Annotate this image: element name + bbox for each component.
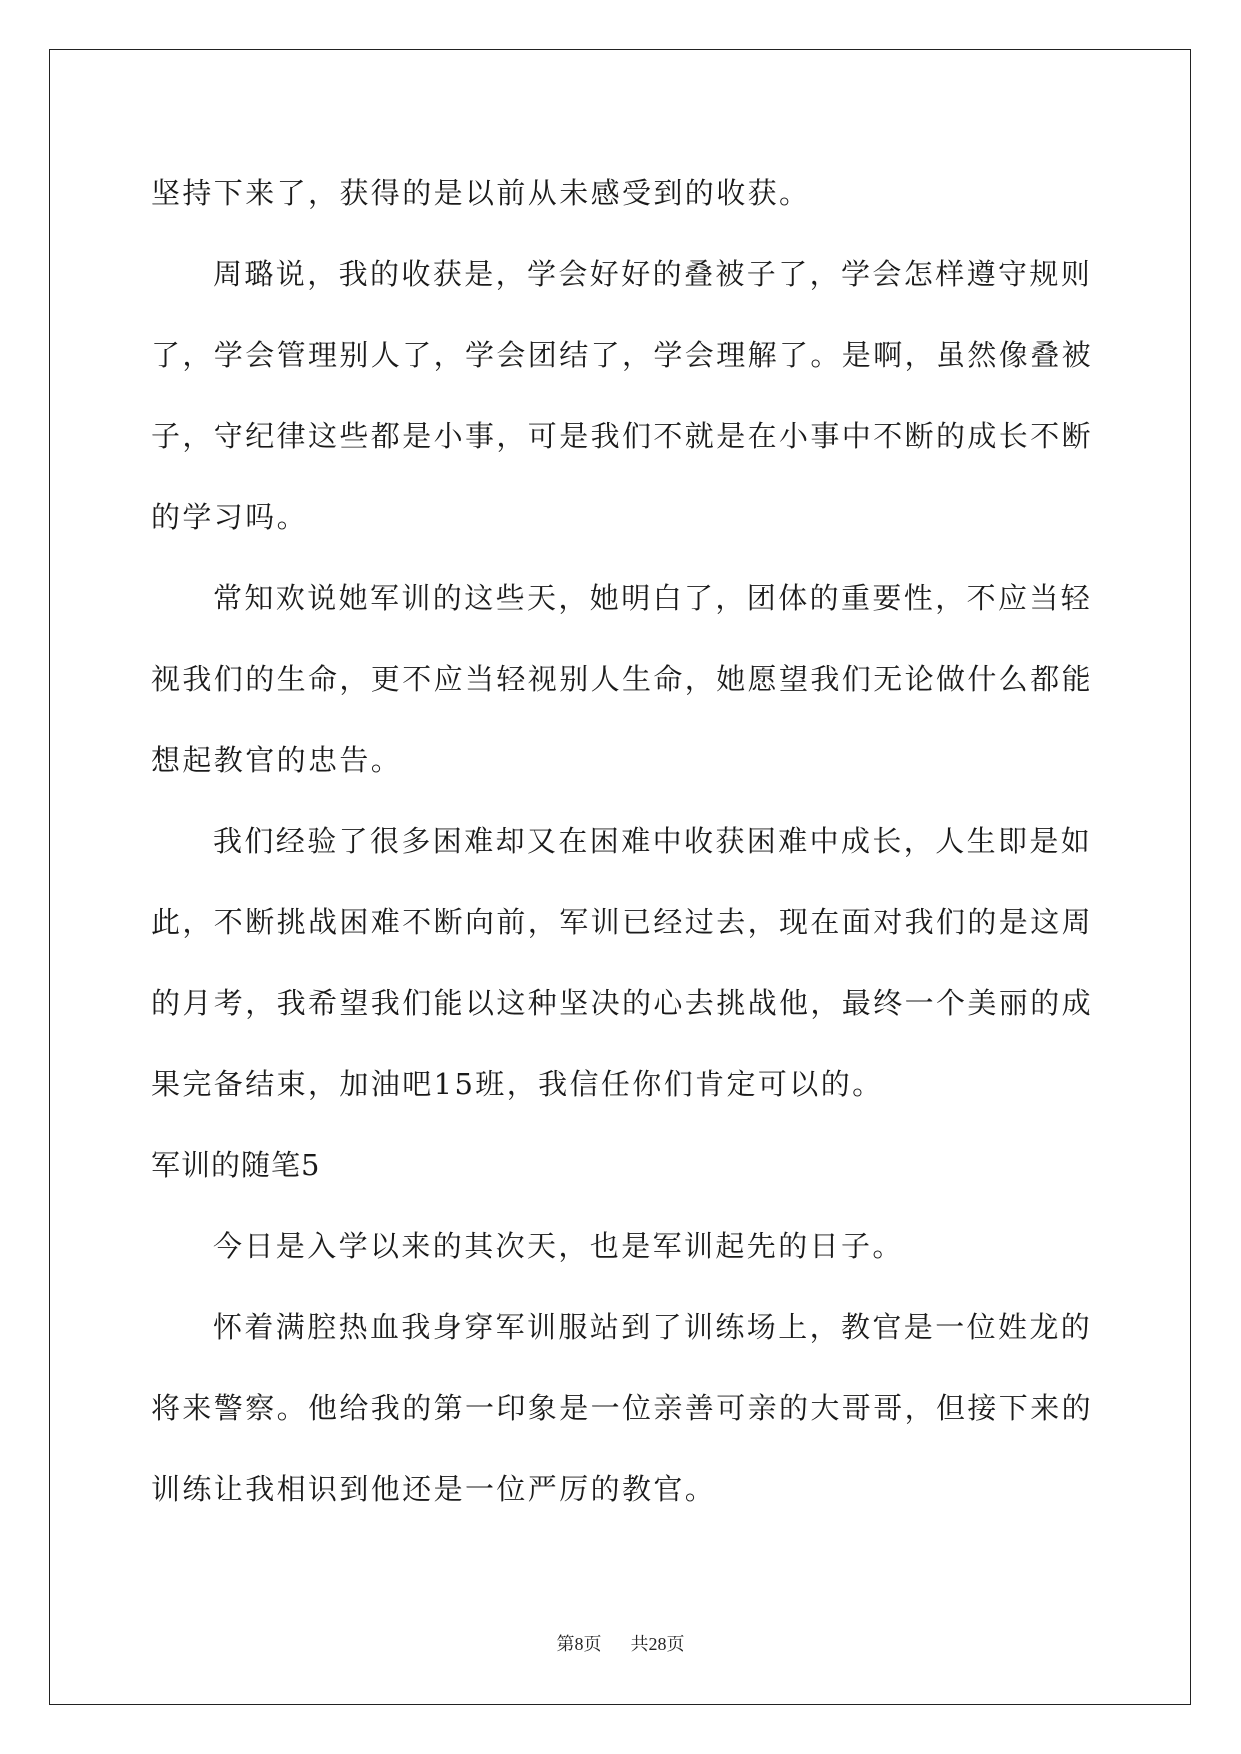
text-line-5: 的学习吗。 [151,500,309,534]
page-number: 第8页 [556,1634,602,1654]
text-line-8: 想起教官的忠告。 [151,743,403,777]
section-heading: 军训的随笔5 [151,1148,321,1182]
document-body [151,153,1094,1530]
text-line-17: 训练让我相识到他还是一位严厉的教官。 [151,1472,717,1506]
text-line-16: 将来警察。他给我的第一印象是一位亲善可亲的大哥哥，但接下来的 [151,1391,1094,1425]
text-line-3: 了，学会管理别人了，学会团结了，学会理解了。是啊，虽然像叠被 [151,338,1094,372]
text-line-11: 的月考，我希望我们能以这种坚决的心去挑战他，最终一个美丽的成 [151,986,1094,1020]
text-line-10: 此，不断挑战困难不断向前，军训已经过去，现在面对我们的是这周 [151,905,1094,939]
text-line-6: 常知欢说她军训的这些天，她明白了，团体的重要性，不应当轻 [213,581,1093,615]
text-line-1: 坚持下来了，获得的是以前从未感受到的收获。 [151,176,811,210]
text-line-15: 怀着满腔热血我身穿军训服站到了训练场上，教官是一位姓龙的 [213,1310,1093,1344]
text-line-9: 我们经验了很多困难却又在困难中收获困难中成长，人生即是如 [213,824,1093,858]
text-line-4: 子，守纪律这些都是小事，可是我们不就是在小事中不断的成长不断 [151,419,1094,453]
text-line-7: 视我们的生命，更不应当轻视别人生命，她愿望我们无论做什么都能 [151,662,1094,696]
text-line-2: 周璐说，我的收获是，学会好好的叠被子了，学会怎样遵守规则 [213,257,1093,291]
text-line-12: 果完备结束，加油吧15班，我信任你们肯定可以的。 [151,1067,884,1101]
text-line-14: 今日是入学以来的其次天，也是军训起先的日子。 [213,1229,904,1263]
page-total: 共28页 [630,1634,685,1654]
page-footer [0,1630,1241,1656]
